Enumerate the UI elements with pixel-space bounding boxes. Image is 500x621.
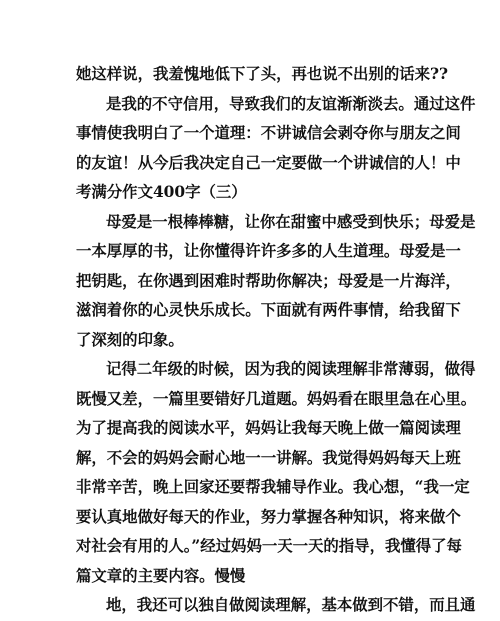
text-line: 滋润着你的心灵快乐成长。下面就有两件事情，给我留下	[76, 301, 461, 319]
text-line: 对社会有用的人。”经过妈妈一天一天的指导，我懂得了每	[76, 537, 462, 555]
text-line: 是我的不守信用，导致我们的友谊渐渐淡去。通过这件	[106, 94, 476, 113]
text-line: 把钥匙，在你遇到困难时帮助你解决；母爱是一片海洋，	[76, 271, 461, 290]
text-line: 解，不会的妈妈会耐心地一一讲解。我觉得妈妈每天上班	[76, 448, 461, 467]
text-line: 母爱是一根棒棒糖，让你在甜蜜中感受到快乐；母爱是	[106, 212, 476, 231]
text-line: 既慢又差，一篇里要错好几道题。妈妈看在眼里急在心里。	[76, 389, 477, 408]
text-line: 为了提高我的阅读水平，妈妈让我每天晚上做一篇阅读理	[76, 419, 461, 437]
text-line: 的友谊！从今后我决定自己一定要做一个讲诚信的人！中	[76, 153, 461, 172]
section-heading: 考满分作文400字（三）	[76, 183, 247, 201]
text-line: 事情使我明白了一个道理：不讲诚信会剥夺你与朋友之间	[76, 124, 461, 142]
text-line: 记得二年级的时候，因为我的阅读理解非常薄弱，做得	[106, 360, 476, 378]
text-line: 了深刻的印象。	[76, 330, 184, 349]
text-line: 篇文章的主要内容。慢慢	[76, 566, 246, 585]
essay-text	[76, 60, 477, 621]
text-line: 非常辛苦，晚上回家还要帮我辅导作业。我心想，“我一定	[76, 478, 470, 496]
text-line: 她这样说，我羞愧地低下了头，再也说不出别的话来??	[76, 65, 449, 83]
text-line: 一本厚厚的书，让你懂得许许多多的人生道理。母爱是一	[76, 242, 461, 260]
text-line: 地，我还可以独自做阅读理解，基本做到不错，而且通	[106, 596, 476, 614]
text-line: 要认真地做好每天的作业，努力掌握各种知识，将来做个	[76, 507, 461, 526]
